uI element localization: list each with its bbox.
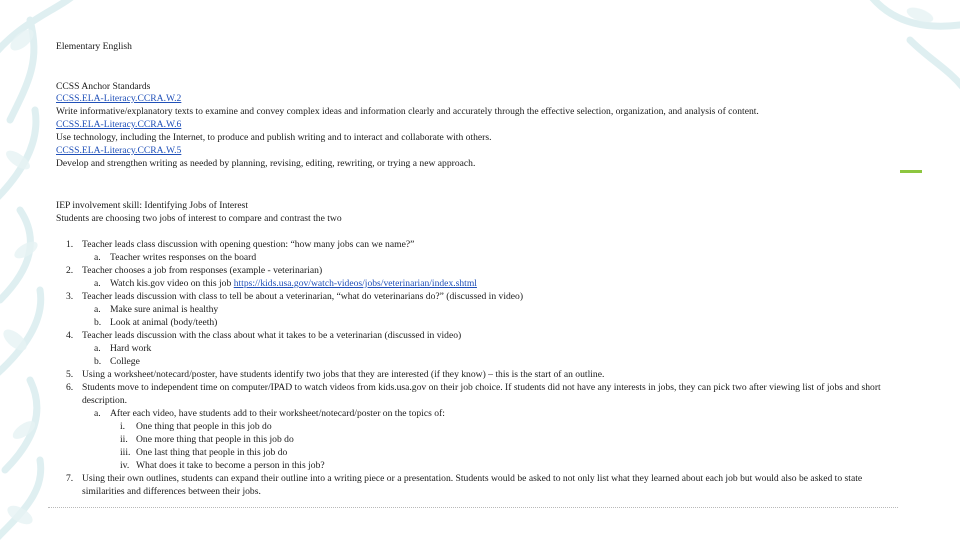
list-letter: a. — [94, 304, 101, 315]
iep-heading: IEP involvement skill: Identifying Jobs of Interest — [56, 200, 249, 211]
list-item: Teacher leads discussion with the class about what it takes to be a veterinarian (discussed in video) — [82, 330, 462, 341]
list-item: Students move to independent time on computer/IPAD to watch videos from kids.usa.gov on their job choice. If students did not have any interests in jobs, they can pick two after viewing list of jobs and short — [82, 382, 881, 393]
standard-code-link[interactable]: CCSS.ELA-Literacy.CCRA.W.2 — [56, 93, 182, 104]
list-roman: iii. — [120, 447, 131, 458]
list-subitem: Teacher writes responses on the board — [110, 252, 257, 263]
list-letter: a. — [94, 408, 101, 419]
list-subitem: Look at animal (body/teeth) — [110, 317, 218, 328]
list-item: Teacher leads discussion with class to tell be about a veterinarian, “what do veterinarians do?” (discussed in video) — [82, 291, 524, 302]
list-roman: iv. — [120, 460, 130, 471]
standard-text: Use technology, including the Internet, to produce and publish writing and to interact and collaborate with others. — [56, 132, 492, 143]
list-roman: i. — [120, 421, 126, 432]
list-letter: a. — [94, 343, 101, 354]
list-number: 3. — [66, 291, 74, 302]
list-subitem: Hard work — [110, 343, 152, 354]
list-subsubitem: What does it take to become a person in this job? — [136, 460, 325, 471]
list-item-continuation: description. — [82, 395, 128, 406]
list-letter: b. — [94, 317, 102, 328]
list-item: Teacher leads class discussion with opening question: “how many jobs can we name?” — [82, 239, 415, 250]
list-subsubitem: One thing that people in this job do — [136, 421, 272, 432]
list-letter: b. — [94, 356, 102, 367]
list-number: 4. — [66, 330, 74, 341]
list-letter: a. — [94, 252, 101, 263]
list-item: Using a worksheet/notecard/poster, have students identify two jobs that they are interested (if they know) – this is the start of an outline. — [82, 369, 605, 380]
standard-text: Develop and strengthen writing as needed by planning, revising, editing, rewriting, or trying a new approach. — [56, 158, 476, 169]
ccss-heading: CCSS Anchor Standards — [56, 81, 151, 92]
document-image — [48, 32, 898, 508]
divider-line — [48, 507, 898, 508]
iep-subheading: Students are choosing two jobs of interest to compare and contrast the two — [56, 213, 342, 224]
list-item: Teacher chooses a job from responses (example - veterinarian) — [82, 265, 323, 276]
list-number: 2. — [66, 265, 74, 276]
list-letter: a. — [94, 278, 101, 289]
document-title: Elementary English — [56, 41, 132, 52]
list-item-continuation: similarities and differences between their jobs. — [82, 486, 261, 497]
video-link[interactable]: https://kids.usa.gov/watch-videos/jobs/veterinarian/index.shtml — [233, 278, 477, 289]
list-subitem — [110, 278, 477, 289]
list-number: 1. — [66, 239, 74, 250]
standard-code-link[interactable]: CCSS.ELA-Literacy.CCRA.W.6 — [56, 119, 182, 130]
list-number: 7. — [66, 473, 74, 484]
list-subitem: Make sure animal is healthy — [110, 304, 219, 315]
list-number: 5. — [66, 369, 74, 380]
standard-code-link[interactable]: CCSS.ELA-Literacy.CCRA.W.5 — [56, 145, 182, 156]
list-subsubitem: One more thing that people in this job do — [136, 434, 294, 445]
list-subsubitem: One last thing that people in this job do — [136, 447, 288, 458]
list-number: 6. — [66, 382, 74, 393]
list-item: Using their own outlines, students can expand their outline into a writing piece or a presentation. Students would be asked to not only list what they learned about each job but would also be asked to state — [82, 473, 863, 484]
list-roman: ii. — [120, 434, 128, 445]
list-subitem: After each video, have students add to their worksheet/notecard/poster on the topics of: — [110, 408, 445, 419]
list-subitem-text: Watch kis.gov video on this job — [110, 278, 232, 289]
standard-text: Write informative/explanatory texts to examine and convey complex ideas and information clearly and accurately through the effective selection, organization, and analysis of content. — [56, 106, 759, 117]
accent-bar — [900, 170, 922, 173]
list-subitem: College — [110, 356, 140, 367]
